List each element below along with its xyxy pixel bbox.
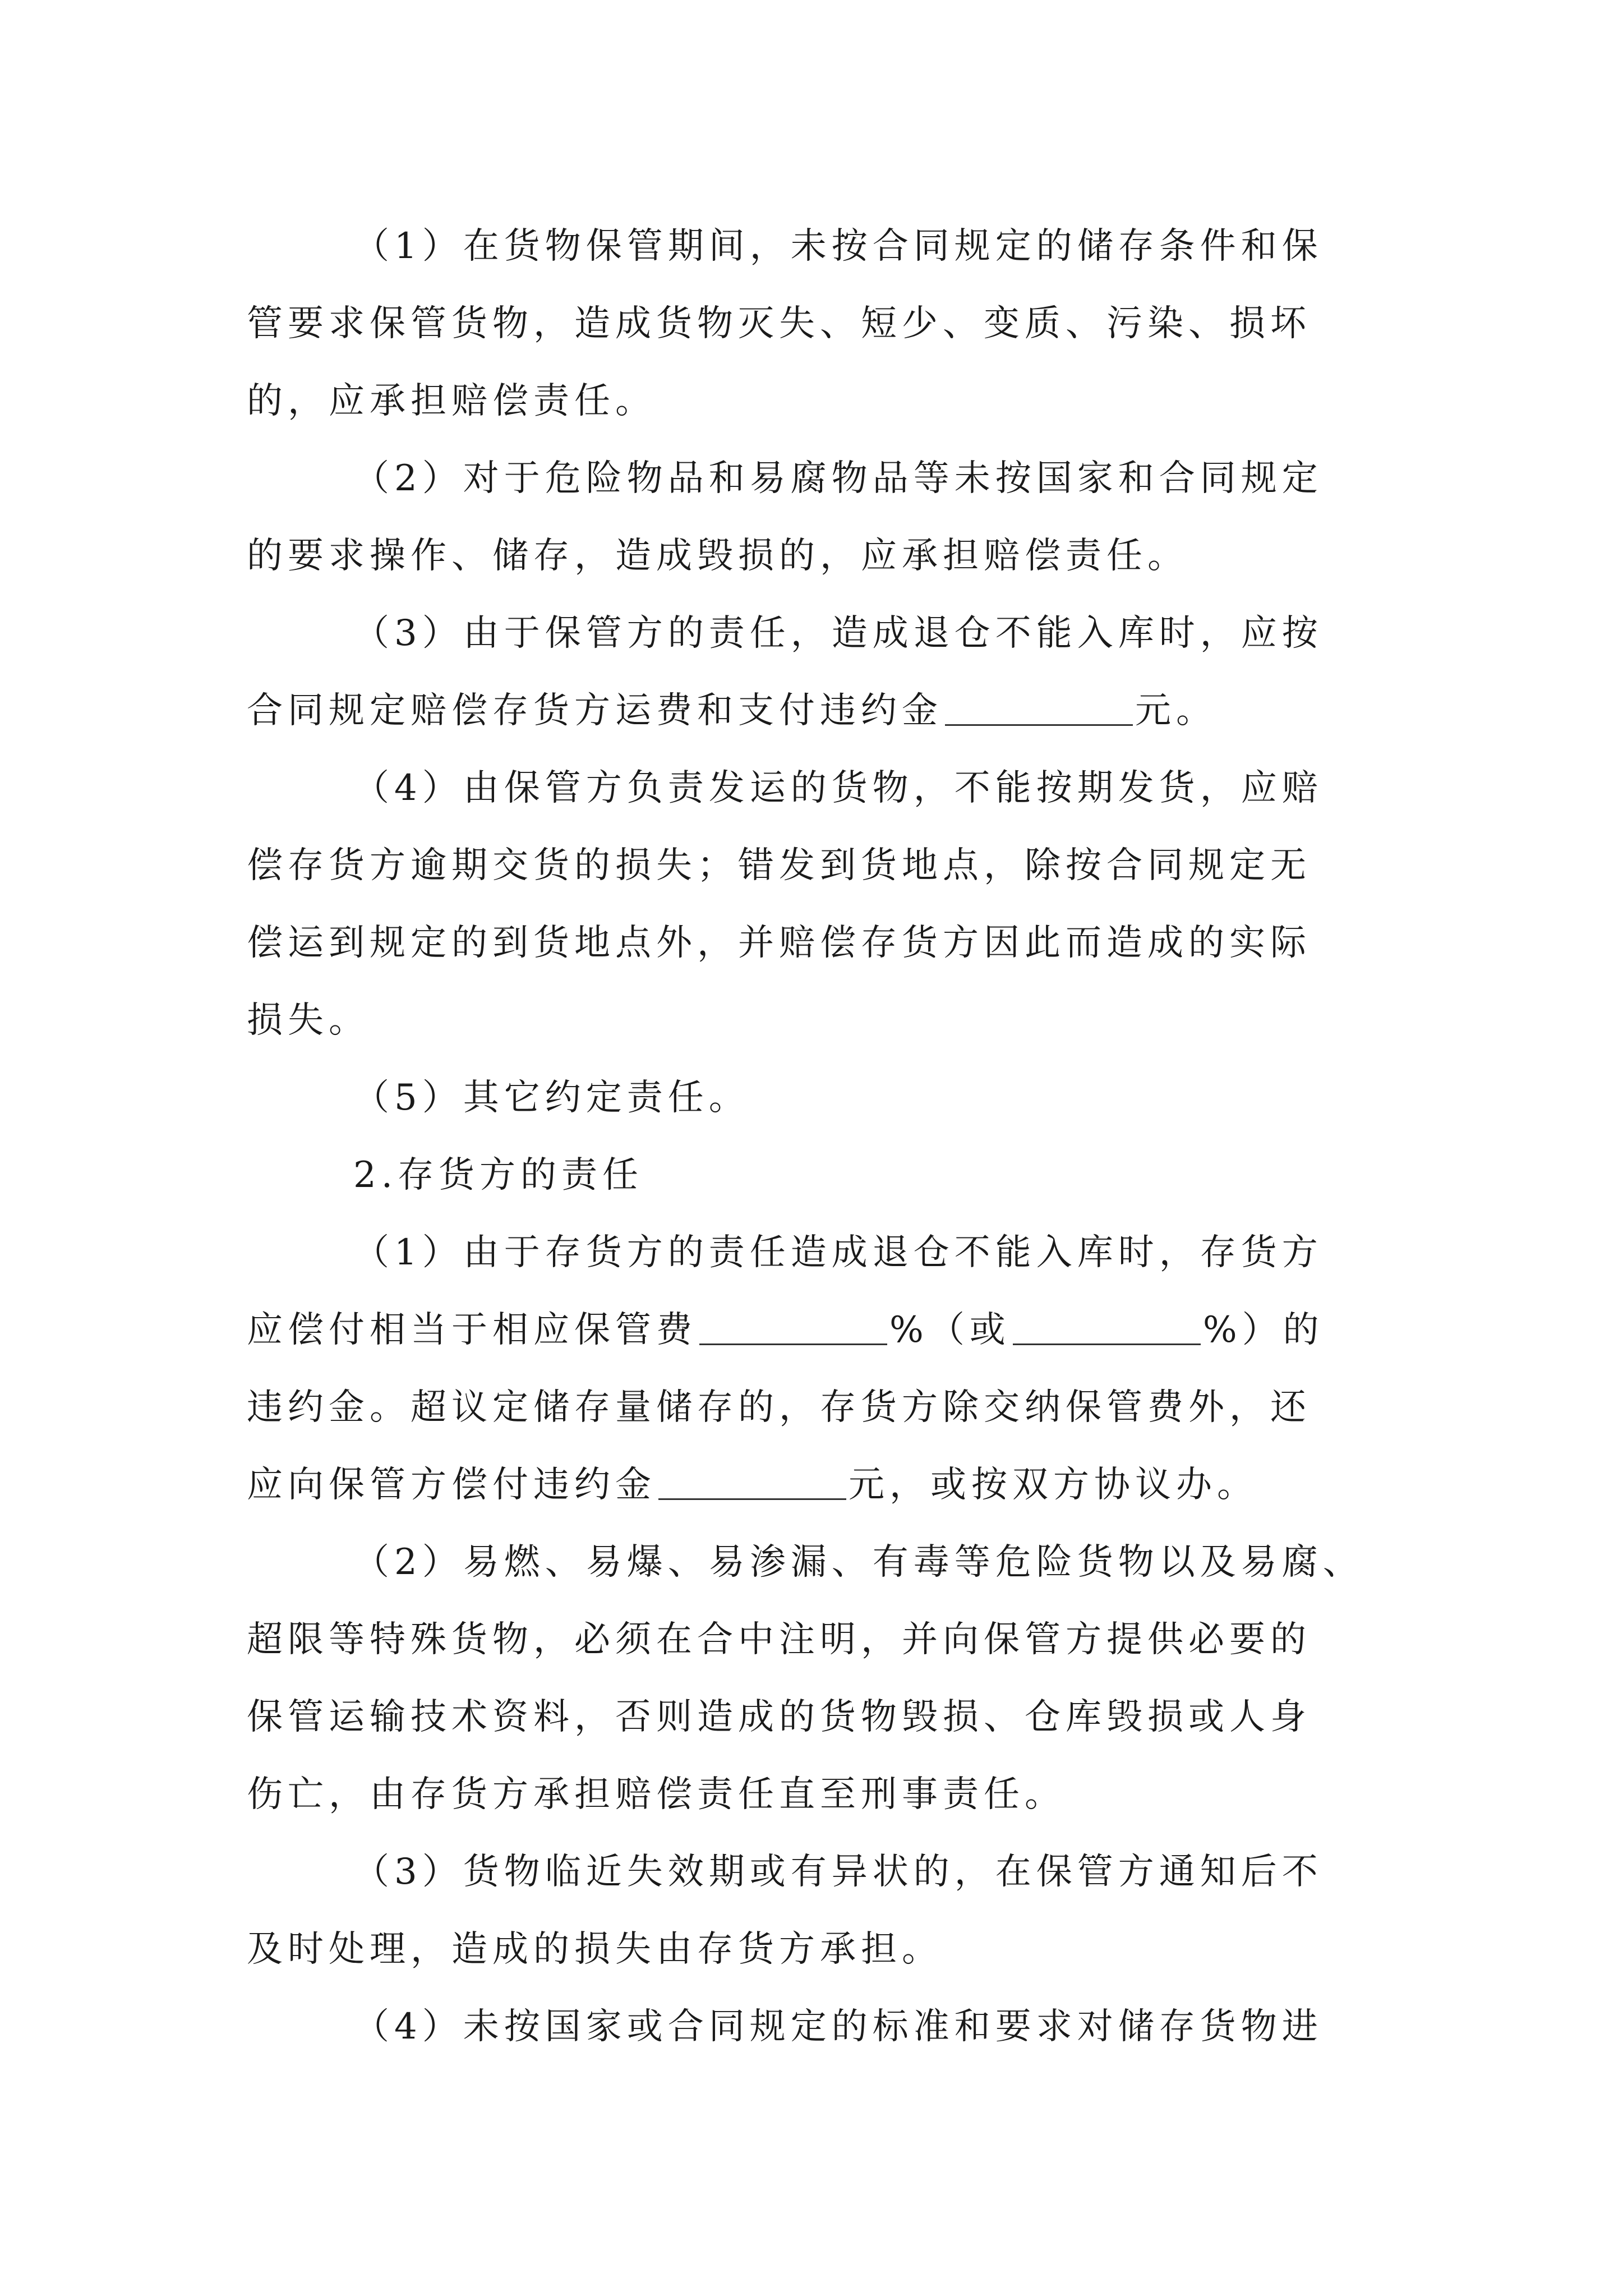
clause-1-3-line-1 [247,595,1391,672]
text-segment: 管要求保管货物，造成货物灭失、短少、变质、污染、损坏 [247,303,1311,344]
fill-in-blank [945,688,1133,726]
text-segment: （4）由保管方负责发运的货物，不能按期发货，应赔 [353,767,1323,809]
clause-2-1-line-2 [247,1291,1391,1369]
text-segment: %）的 [1202,1309,1324,1351]
clause-2-2-line-1 [247,1524,1391,1601]
fill-in-blank [658,1462,846,1500]
text-segment: （2）对于危险物品和易腐物品等未按国家和合同规定 [353,458,1323,499]
text-segment: 偿存货方逾期交货的损失；错发到货地点，除按合同规定无 [247,845,1311,886]
clause-1-2-line-1 [247,440,1391,517]
clause-1-4-line-4 [247,982,1391,1059]
text-segment: 的，应承担赔偿责任。 [247,380,656,422]
clause-2-2-line-3 [247,1678,1391,1756]
clause-1-1-line-1 [247,208,1391,285]
clause-1-5-line-1 [247,1059,1391,1137]
text-segment: （1）由于存货方的责任造成退仓不能入库时，存货方 [353,1232,1323,1273]
text-segment: 超限等特殊货物，必须在合中注明，并向保管方提供必要的 [247,1619,1311,1660]
fill-in-blank [1013,1308,1201,1345]
clause-2-4-line-1 [247,1988,1391,2065]
text-segment: 合同规定赔偿存货方运费和支付违约金 [247,690,943,731]
clause-2-2-line-4 [247,1756,1391,1833]
text-segment: 应向保管方偿付违约金 [247,1464,656,1506]
clause-1-1-line-3 [247,362,1391,440]
text-segment: 保管运输技术资料，否则造成的货物毁损、仓库毁损或人身 [247,1696,1311,1738]
clause-2-1-line-4 [247,1446,1391,1524]
text-segment: 及时处理，造成的损失由存货方承担。 [247,1929,943,1970]
text-segment: （2）易燃、易爆、易渗漏、有毒等危险货物以及易腐、 [353,1542,1364,1583]
clause-2-2-line-2 [247,1601,1391,1678]
text-segment: 元。 [1135,690,1217,731]
text-segment: 的要求操作、储存，造成毁损的，应承担赔偿责任。 [247,535,1188,577]
text-segment: （3）货物临近失效期或有异状的，在保管方通知后不 [353,1851,1323,1893]
text-segment: 损失。 [247,1000,370,1041]
text-segment: 应偿付相当于相应保管费 [247,1309,697,1351]
text-segment: 元，或按双方协议办。 [849,1464,1258,1506]
text-segment: 违约金。超议定储存量储存的，存货方除交纳保管费外，还 [247,1387,1311,1428]
clause-2-3-line-1 [247,1833,1391,1911]
text-segment: 伤亡，由存货方承担赔偿责任直至刑事责任。 [247,1774,1066,1815]
clause-1-2-line-2 [247,517,1391,595]
clause-1-4-line-1 [247,749,1391,827]
clause-2-1-line-3 [247,1369,1391,1446]
clause-1-3-line-2 [247,672,1391,749]
clause-1-1-line-2 [247,285,1391,362]
clause-2-3-line-2 [247,1911,1391,1988]
clause-1-4-line-3 [247,904,1391,982]
document-body [247,208,1391,2065]
text-segment: （5）其它约定责任。 [353,1077,750,1119]
text-segment: （1）在货物保管期间，未按合同规定的储存条件和保 [353,226,1323,267]
section-2-heading [247,1137,1391,1214]
text-segment: 偿运到规定的到货地点外，并赔偿存货方因此而造成的实际 [247,922,1311,964]
clause-1-4-line-2 [247,827,1391,904]
text-segment: （4）未按国家或合同规定的标准和要求对储存货物进 [353,2006,1323,2047]
section-heading: 2.存货方的责任 [353,1154,644,1196]
text-segment: %（或 [889,1309,1011,1351]
fill-in-blank [699,1308,887,1345]
text-segment: （3）由于保管方的责任，造成退仓不能入库时，应按 [353,613,1323,654]
clause-2-1-line-1 [247,1214,1391,1291]
